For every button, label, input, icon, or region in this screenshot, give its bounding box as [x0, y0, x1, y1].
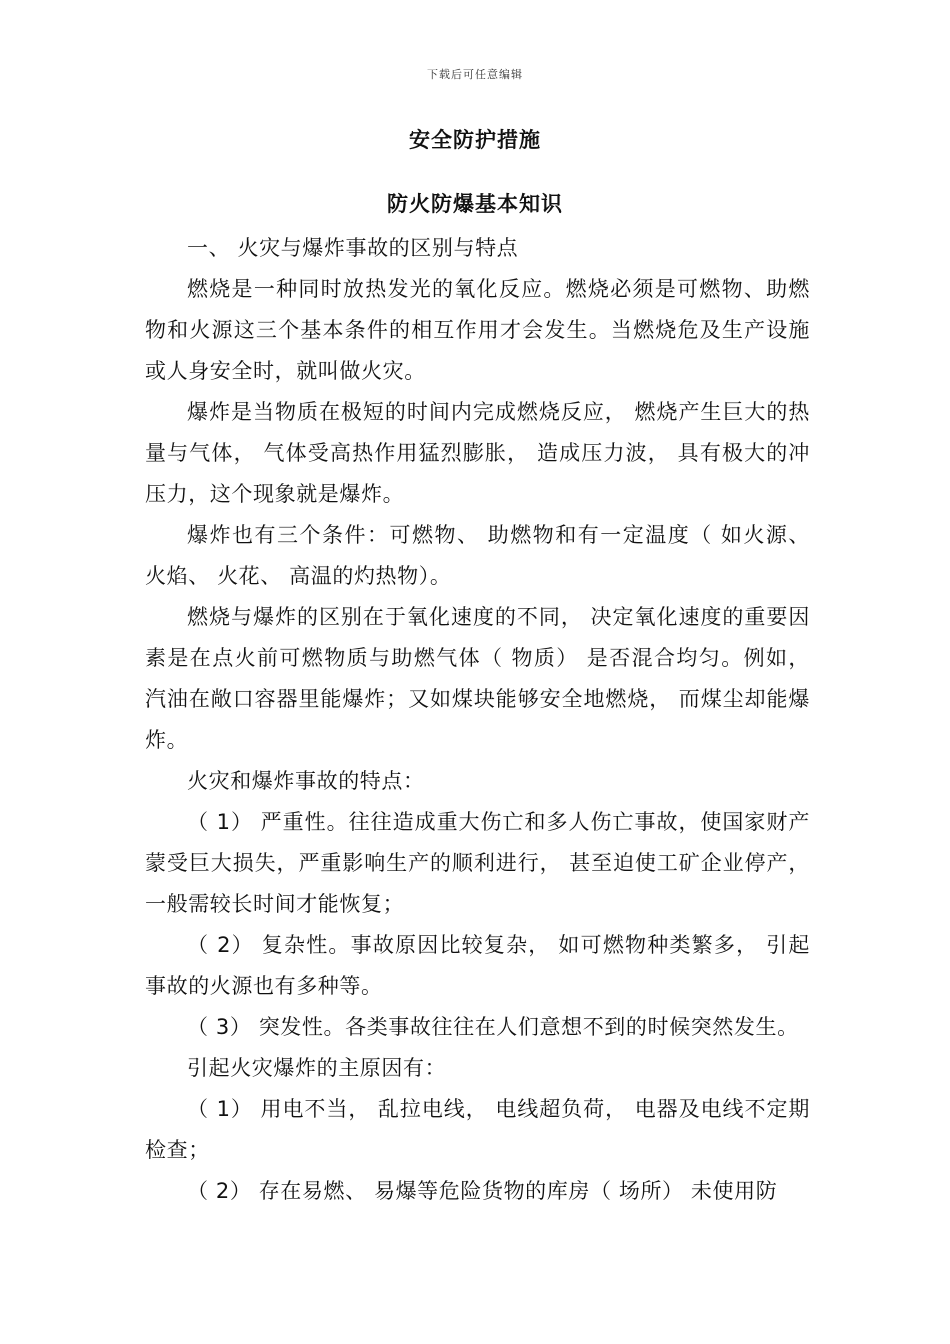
list-item: （ 1） 用电不当， 乱拉电线， 电线超负荷， 电器及电线不定期检查；	[145, 1097, 810, 1162]
document-body	[145, 228, 810, 1212]
list-item: （ 2） 存在易燃、 易爆等危险货物的库房（ 场所） 未使用防	[187, 1179, 778, 1203]
section-heading: 一、 火灾与爆炸事故的区别与特点	[187, 236, 519, 260]
document-title: 安全防护措施	[409, 128, 541, 152]
paragraph: 燃烧与爆炸的区别在于氧化速度的不同， 决定氧化速度的重要因素是在点火前可燃物质与助燃气体（ 物质） 是否混合均匀。例如， 汽油在敞口容器里能爆炸；又如煤块能够安全地燃烧， 而煤尘却能爆炸。	[145, 605, 810, 752]
paragraph: 爆炸是当物质在极短的时间内完成燃烧反应， 燃烧产生巨大的热量与气体， 气体受高热作用猛烈膨胀， 造成压力波， 具有极大的冲压力，这个现象就是爆炸。	[145, 400, 810, 506]
paragraph: 引起火灾爆炸的主原因有：	[187, 1056, 447, 1080]
list-item: （ 1） 严重性。往往造成重大伤亡和多人伤亡事故，使国家财产蒙受巨大损失，严重影响生产的顺利进行， 甚至迫使工矿企业停产，一般需较长时间才能恢复；	[145, 810, 810, 916]
list-item: （ 2） 复杂性。事故原因比较复杂， 如可燃物种类繁多， 引起事故的火源也有多种等。	[145, 933, 810, 998]
paragraph: 火灾和爆炸事故的特点：	[187, 769, 425, 793]
page-header-note: 下载后可任意编辑	[427, 68, 523, 81]
section-title: 防火防爆基本知识	[387, 192, 563, 216]
paragraph: 爆炸也有三个条件：可燃物、 助燃物和有一定温度（ 如火源、 火焰、 火花、 高温的灼热物）。	[145, 523, 810, 588]
list-item: （ 3） 突发性。各类事故往往在人们意想不到的时候突然发生。	[187, 1015, 799, 1039]
paragraph: 燃烧是一种同时放热发光的氧化反应。燃烧必须是可燃物、助燃物和火源这三个基本条件的相互作用才会发生。当燃烧危及生产设施或人身安全时，就叫做火灾。	[145, 277, 810, 383]
